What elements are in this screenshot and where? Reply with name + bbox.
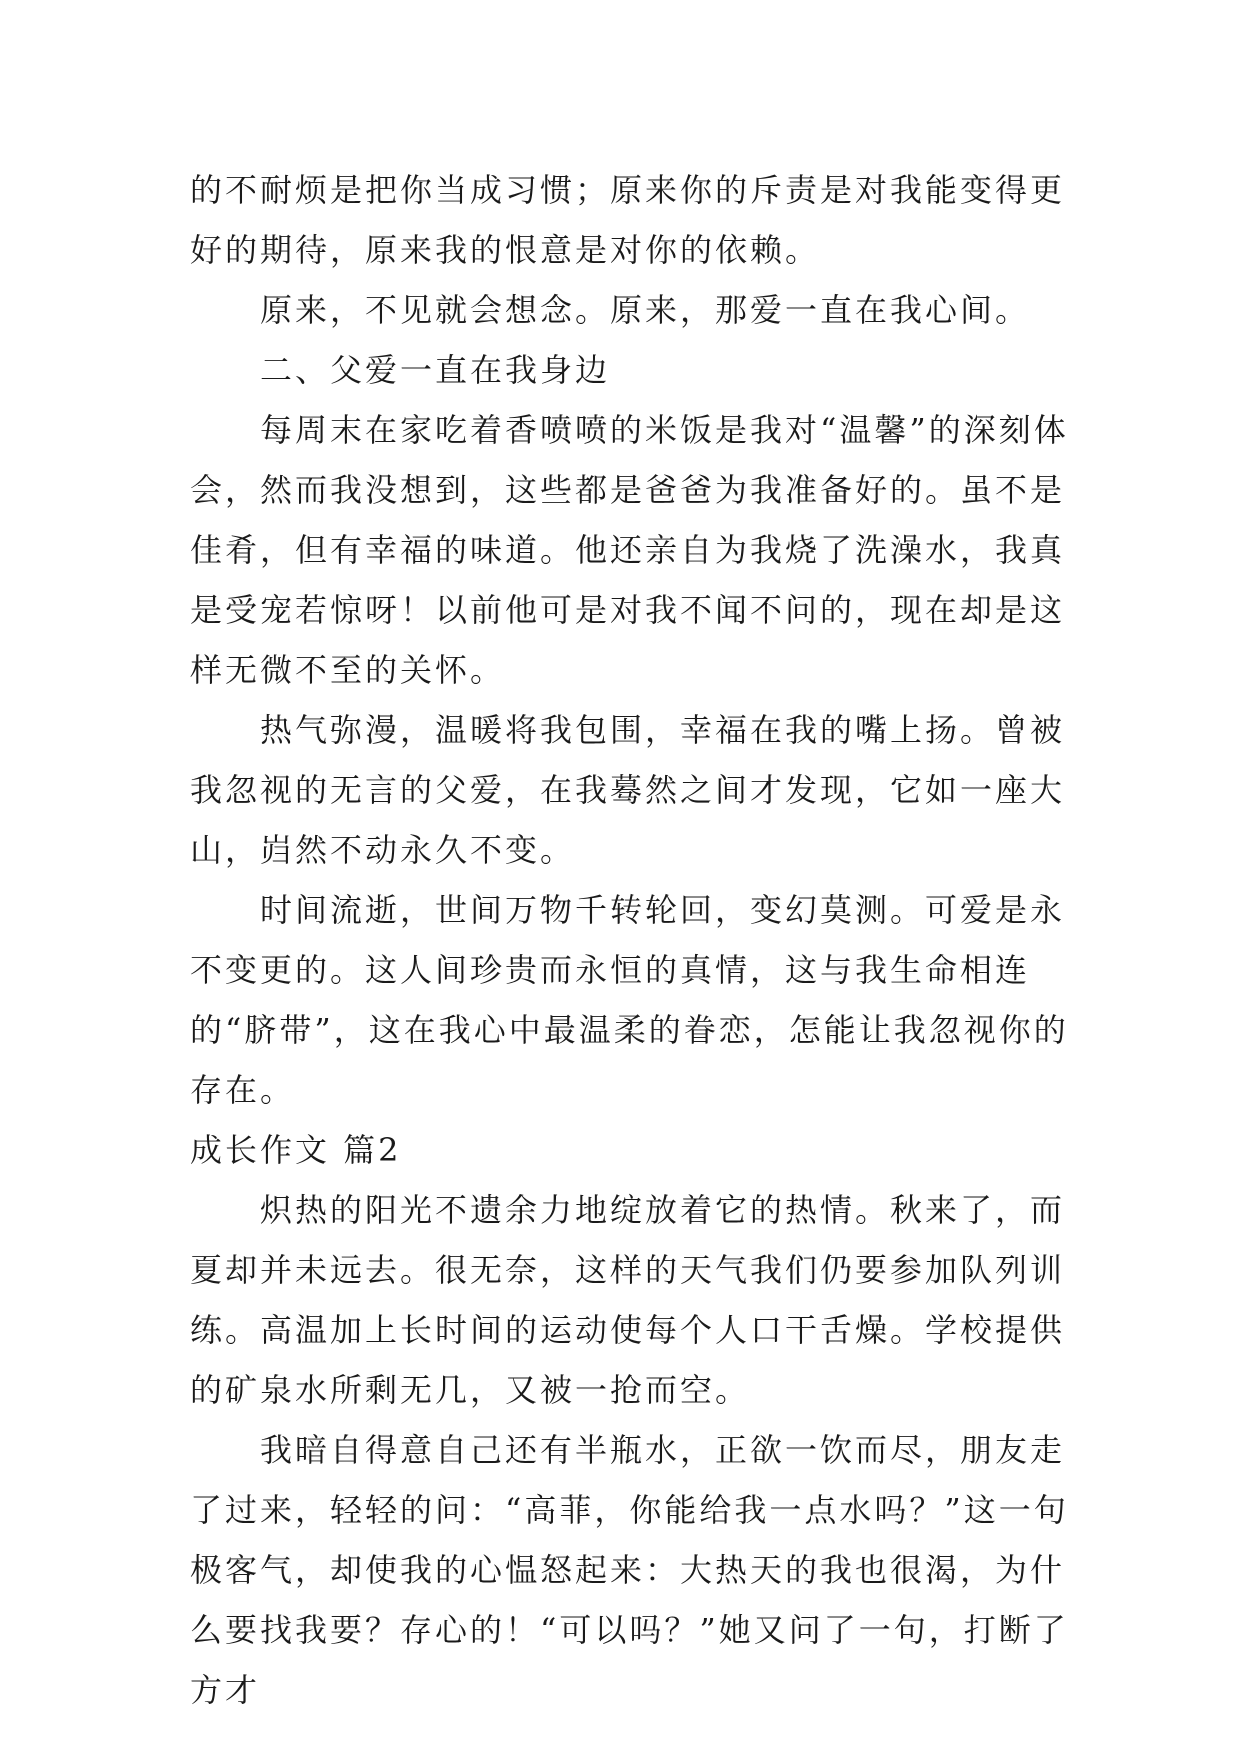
essay-title-part-2: 成长作文 篇2 — [190, 1131, 402, 1169]
paragraph-4: 每周末在家吃着香喷喷的米饭是我对“温馨”的深刻体会，然而我没想到，这些都是爸爸为我准备好的。虽不是佳肴，但有幸福的味道。他还亲自为我烧了洗澡水，我真是受宠若惊呀！以前他可是对我不闻不问的，现在却是这样无微不至的关怀。 — [190, 411, 1069, 689]
paragraph-8: 炽热的阳光不遗余力地绽放着它的热情。秋来了，而夏却并未远去。很无奈，这样的天气我们仍要参加队列训练。高温加上长时间的运动使每个人口干舌燥。学校提供的矿泉水所剩无几，又被一抢而空。 — [190, 1191, 1066, 1409]
paragraph-9: 我暗自得意自己还有半瓶水，正欲一饮而尽，朋友走了过来，轻轻的问：“高菲，你能给我一点水吗？”这一句极客气，却使我的心愠怒起来：大热天的我也很渴，为什么要找我要？存心的！“可以吗？”她又问了一句，打断了方才 — [190, 1431, 1069, 1709]
paragraph-5: 热气弥漫，温暖将我包围，幸福在我的嘴上扬。曾被我忽视的无言的父爱，在我蓦然之间才发现，它如一座大山，岿然不动永久不变。 — [190, 711, 1066, 869]
paragraph-6: 时间流逝，世间万物千转轮回，变幻莫测。可爱是永不变更的。这人间珍贵而永恒的真情，这与我生命相连的“脐带”，这在我心中最温柔的眷恋，怎能让我忽视你的存在。 — [190, 891, 1069, 1109]
document-body — [190, 160, 1070, 1720]
section-heading-father-love: 二、父爱一直在我身边 — [260, 351, 611, 389]
paragraph-1: 的不耐烦是把你当成习惯；原来你的斥责是对我能变得更好的期待，原来我的恨意是对你的依赖。 — [190, 171, 1066, 269]
paragraph-2: 原来，不见就会想念。原来，那爱一直在我心间。 — [260, 291, 1031, 329]
